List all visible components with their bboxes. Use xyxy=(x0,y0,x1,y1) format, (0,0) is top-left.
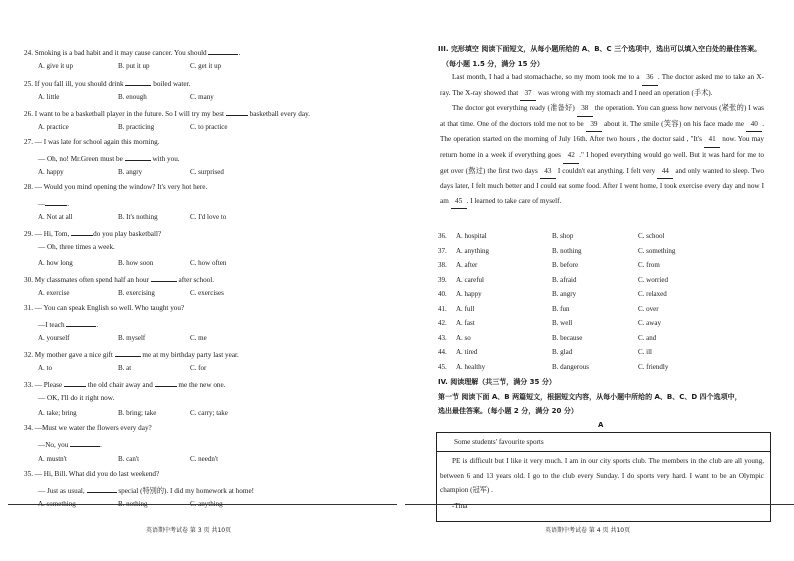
option-c[interactable]: C. carry; take xyxy=(190,409,228,417)
option-a[interactable]: A. how long xyxy=(38,259,73,267)
answer-blank[interactable] xyxy=(87,485,117,493)
answer-blank[interactable] xyxy=(125,153,151,161)
question-29: 29. — Hi, Tom, do you play basketball? xyxy=(24,230,162,238)
answer-blank[interactable] xyxy=(45,198,67,206)
question-33-line2: — OK, I'll do it right now. xyxy=(38,394,115,402)
option-a[interactable]: A. little xyxy=(38,93,60,101)
question-28-line2: — . xyxy=(38,200,69,208)
question-31: 31. — You can speak English so well. Who taught you? xyxy=(24,304,185,312)
option-b[interactable]: B. at xyxy=(118,364,132,372)
option-c[interactable]: C. I'd love to xyxy=(190,213,227,221)
option-c[interactable]: C. away xyxy=(638,319,661,327)
answer-blank[interactable] xyxy=(64,379,86,387)
section-4-part1: 第一节 阅读下面 A、B 两篇短文，根据短文内容，从每小题中所给的 A、B、C、D 四个选项中， xyxy=(438,393,742,401)
option-c[interactable]: C. me xyxy=(190,334,207,342)
question-32: 32. My mother gave a nice gift me at my birthday party last year. xyxy=(24,351,239,359)
option-b[interactable]: B. exercising xyxy=(118,289,155,297)
cloze-passage: Last month, I had a bad stomachache, so my mom took me to a 36 . The doctor asked me to take an X-ray. The X-ray showed that 37 was wrong with my stomach and I need an operation (手术). The doctor got everything ready (准备好) 38 the operation. You can guess how nervous (紧张的) I was at that time. One of the doctors told me not to be 39 about it. The smile (笑容) on his face made me 40 . The operation started on the morning of July 16th. After two hours , the doctor said , "It's 41 now. You may return home in a week if everything goes 42 ." I hoped everything would go well. But it was hard for me to get over (熬过) the first two days 43 I couldn't eat anything. I felt very 44 and only wanted to sleep. Two days later, I felt much better and I could eat some food. After I went home, I took exercise every day and now I am 45 . I learned to take care of myself. xyxy=(440,70,764,209)
question-35-line2: — Just as usual, special (特別的). I did my homework at home! xyxy=(38,487,255,495)
blank-44[interactable]: 44 xyxy=(657,164,673,180)
option-c[interactable]: C. to practice xyxy=(190,123,228,131)
section-4-title: IV. 阅读理解（共三节，满分 35 分） xyxy=(438,378,556,386)
answer-blank[interactable] xyxy=(66,319,96,327)
option-a[interactable]: A. anything xyxy=(456,247,490,255)
blank-45[interactable]: 45 xyxy=(451,194,467,210)
option-a[interactable]: A. mustn't xyxy=(38,455,67,463)
blank-41[interactable]: 41 xyxy=(704,132,720,148)
answer-blank[interactable] xyxy=(226,108,248,116)
option-b[interactable]: B. because xyxy=(552,334,583,342)
passage-a-label: A xyxy=(598,421,604,429)
option-c[interactable]: C. how often xyxy=(190,259,227,267)
option-a[interactable]: A. practice xyxy=(38,123,69,131)
option-b[interactable]: B. afraid xyxy=(552,276,577,284)
section-4-part1b: 选出最佳答案。（每小题 2 分，满分 20 分） xyxy=(438,407,578,415)
option-c[interactable]: C. anything xyxy=(190,500,223,508)
option-b[interactable]: B. dangerous xyxy=(552,363,589,371)
option-c[interactable]: C. over xyxy=(638,305,659,313)
box-title-rule xyxy=(436,451,770,452)
question-31-line2: —I teach . xyxy=(38,321,99,329)
option-b[interactable]: B. It's nothing xyxy=(118,213,158,221)
option-a[interactable]: A. exercise xyxy=(38,289,70,297)
option-c[interactable]: C. get it up xyxy=(190,62,222,70)
blank-40[interactable]: 40 xyxy=(746,117,762,133)
blank-38[interactable]: 38 xyxy=(577,101,593,117)
question-29-line2: — Oh, three times a week. xyxy=(38,243,115,251)
option-b[interactable]: B. can't xyxy=(118,455,140,463)
option-b[interactable]: B. practicing xyxy=(118,123,155,131)
option-a[interactable]: A. yourself xyxy=(38,334,70,342)
section-3-points: （每小题 1.5 分，满分 15 分） xyxy=(442,60,544,68)
question-34: 34. —Must we water the flowers every day? xyxy=(24,424,152,432)
option-b[interactable]: B. nothing xyxy=(118,500,148,508)
option-c[interactable]: C. from xyxy=(638,261,660,269)
answer-blank[interactable] xyxy=(70,439,100,447)
page-divider xyxy=(8,504,397,505)
question-24: 24. Smoking is a bad habit and it may cause cancer. You should . xyxy=(24,49,241,57)
option-c[interactable]: C. exercises xyxy=(190,289,224,297)
option-b[interactable]: B. put it up xyxy=(118,62,150,70)
option-c[interactable]: C. school xyxy=(638,232,665,240)
option-b[interactable]: B. angry xyxy=(118,168,143,176)
option-c[interactable]: C. for xyxy=(190,364,207,372)
question-28: 28. — Would you mind opening the window? It's very hot here. xyxy=(24,183,208,191)
option-b[interactable]: B. bring; take xyxy=(118,409,157,417)
option-a[interactable]: A. Not at all xyxy=(38,213,73,221)
blank-39[interactable]: 39 xyxy=(586,117,602,133)
page-footer: 英语期中考试卷 第 4 页 共10页 xyxy=(545,527,631,534)
section-3-title: III. 完形填空 阅读下面短文，从每小题所给的 A、B、C 三个选项中，选出可以填入空白处的最佳答案。 xyxy=(438,45,762,53)
option-a[interactable]: A. happy xyxy=(38,168,64,176)
box-title: Some students' favourite sports xyxy=(454,438,544,446)
option-c[interactable]: C. many xyxy=(190,93,214,101)
box-text: PE is difficult but I like it very much. I am in our city sports club. The members in the club are all young, between 6 and 13 years old. I go to the club every Sunday. I do sports very hard. I want to be an Olympic champion (冠军) . xyxy=(440,457,764,495)
page-divider-right xyxy=(405,504,794,505)
question-34-line2: —No, you . xyxy=(38,441,102,449)
option-c[interactable]: C. worried xyxy=(638,276,668,284)
option-a[interactable]: A. so xyxy=(456,334,471,342)
option-b[interactable]: B. angry xyxy=(552,290,577,298)
option-c[interactable]: C. ill xyxy=(638,348,653,356)
blank-36[interactable]: 36 xyxy=(642,70,658,86)
option-a[interactable]: A. fast xyxy=(456,319,475,327)
answer-blank[interactable] xyxy=(151,274,177,282)
question-27: 27. — I was late for school again this morning. xyxy=(24,138,160,146)
question-35: 35. — Hi, Bill. What did you do last weekend? xyxy=(24,470,160,478)
option-c[interactable]: C. friendly xyxy=(638,363,669,371)
blank-37[interactable]: 37 xyxy=(520,86,536,102)
question-27-line2: — Oh, no! Mr.Green must be with you. xyxy=(38,155,180,163)
option-b[interactable]: B. fun xyxy=(552,305,570,313)
option-b[interactable]: B. shop xyxy=(552,232,574,240)
option-a[interactable]: A. happy xyxy=(456,290,482,298)
question-33: 33. — Please the old chair away and me the new one. xyxy=(24,381,226,389)
option-a[interactable]: A. careful xyxy=(456,276,484,284)
option-b[interactable]: B. enough xyxy=(118,93,147,101)
answer-blank[interactable] xyxy=(155,379,177,387)
answer-blank[interactable] xyxy=(208,47,238,55)
option-a[interactable]: A. hospital xyxy=(456,232,487,240)
box-signature: -Tina xyxy=(452,502,468,510)
option-b[interactable]: B. how soon xyxy=(118,259,154,267)
page-footer: 英语期中考试卷 第 3 页 共10页 xyxy=(146,527,232,534)
question-30: 30. My classmates often spend half an hour after school. xyxy=(24,276,215,284)
option-a[interactable]: A. give it up xyxy=(38,62,73,70)
option-a[interactable]: A. after xyxy=(456,261,478,269)
option-a[interactable]: A. healthy xyxy=(456,363,486,371)
option-c[interactable]: C. needn't xyxy=(190,455,219,463)
option-a[interactable]: A. full xyxy=(456,305,475,313)
option-c[interactable]: C. something xyxy=(638,247,676,255)
option-b[interactable]: B. nothing xyxy=(552,247,582,255)
option-a[interactable]: A. to xyxy=(38,364,52,372)
option-b[interactable]: B. myself xyxy=(118,334,146,342)
option-c[interactable]: C. and xyxy=(638,334,657,342)
option-c[interactable]: C. surprised xyxy=(190,168,224,176)
answer-blank[interactable] xyxy=(125,78,151,86)
question-26: 26. I want to be a basketball player in the future. So I will try my best basketball every day. xyxy=(24,110,311,118)
option-a[interactable]: A. something xyxy=(38,500,76,508)
question-25: 25. If you fall ill, you should drink boiled water. xyxy=(24,80,191,88)
option-a[interactable]: A. tired xyxy=(456,348,478,356)
option-b[interactable]: B. before xyxy=(552,261,579,269)
option-b[interactable]: B. well xyxy=(552,319,573,327)
answer-blank[interactable] xyxy=(115,349,141,357)
option-c[interactable]: C. relaxed xyxy=(638,290,667,298)
blank-43[interactable]: 43 xyxy=(540,164,556,180)
option-b[interactable]: B. glad xyxy=(552,348,573,356)
option-a[interactable]: A. take; bring xyxy=(38,409,77,417)
blank-42[interactable]: 42 xyxy=(563,148,579,164)
answer-blank[interactable] xyxy=(71,228,93,236)
